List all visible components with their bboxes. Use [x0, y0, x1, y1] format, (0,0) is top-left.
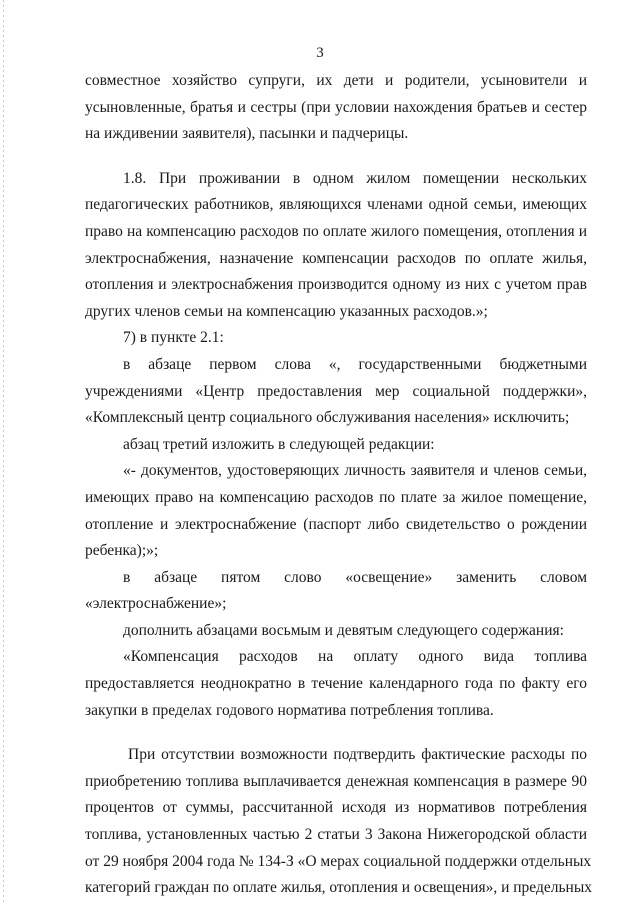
- text-line: «- документов, удостоверяющих личность заявителя и членов семьи,: [123, 462, 587, 480]
- text-line: в абзаце пятом слово «освещение» заменить словом: [123, 568, 587, 586]
- document-body: [85, 68, 593, 902]
- text-line: педагогических работников, являющихся членами одной семьи, имеющих: [85, 196, 587, 214]
- text-line: отопления и электроснабжения производится одному из них с учетом прав: [85, 276, 587, 294]
- text-line: на иждивении заявителя), пасынки и падчерицы.: [85, 125, 409, 143]
- text-line: процентов от суммы, рассчитанной исходя из нормативов потребления: [85, 799, 587, 817]
- text-line: При отсутствии возможности подтвердить фактические расходы по: [128, 746, 587, 764]
- text-line: закупки в пределах годового норматива потребления топлива.: [85, 701, 494, 719]
- text-line: абзац третий изложить в следующей редакции:: [123, 435, 435, 453]
- text-line: приобретению топлива выплачивается денежная компенсация в размере 90: [85, 772, 587, 790]
- text-line: «Комплексный центр социального обслуживания населения» исключить;: [85, 409, 570, 427]
- text-line: 7) в пункте 2.1:: [123, 329, 224, 347]
- text-line: 1.8. При проживании в одном жилом помещении нескольких: [123, 169, 587, 187]
- text-line: совместное хозяйство супруги, их дети и родители, усыновители и: [85, 72, 587, 89]
- text-line: категорий граждан по оплате жилья, отопления и освещения», и предельных: [85, 879, 593, 897]
- paragraph-gap: [85, 148, 587, 166]
- text-line: право на компенсацию расходов по оплате жилого помещения, отопления и: [85, 222, 587, 240]
- text-line: усыновленные, братья и сестры (при условии нахождения братьев и сестер: [85, 98, 587, 116]
- page-number: 3: [316, 45, 324, 61]
- text-line: ребенка);»;: [85, 542, 159, 560]
- text-line: в абзаце первом слова «, государственными бюджетными: [123, 355, 587, 373]
- scan-edge-artifact: [3, 0, 4, 905]
- text-line: предоставляется неоднократно в течение календарного года по факту его: [85, 675, 587, 693]
- text-line: других членов семьи на компенсацию указанных расходов.»;: [85, 302, 488, 320]
- text-line: отопление и электроснабжение (паспорт либо свидетельство о рождении: [85, 515, 587, 533]
- text-line: «электроснабжение»;: [85, 595, 227, 613]
- text-line: электроснабжения, назначение компенсации расходов по оплате жилья,: [85, 249, 587, 267]
- text-line: топлива, установленных частью 2 статьи 3 Закона Нижегородской области: [85, 826, 587, 844]
- text-line: учреждениями «Центр предоставления мер социальной поддержки»,: [85, 382, 587, 400]
- text-line: имеющих право на компенсацию расходов по плате за жилое помещение,: [85, 488, 587, 506]
- text-line: от 29 ноября 2004 года № 134-З «О мерах социальной поддержки отдельных: [85, 852, 592, 870]
- text-line: «Компенсация расходов на оплату одного вида топлива: [123, 648, 587, 666]
- text-line: дополнить абзацами восьмым и девятым следующего содержания:: [123, 621, 564, 639]
- paragraph-gap: [85, 724, 587, 742]
